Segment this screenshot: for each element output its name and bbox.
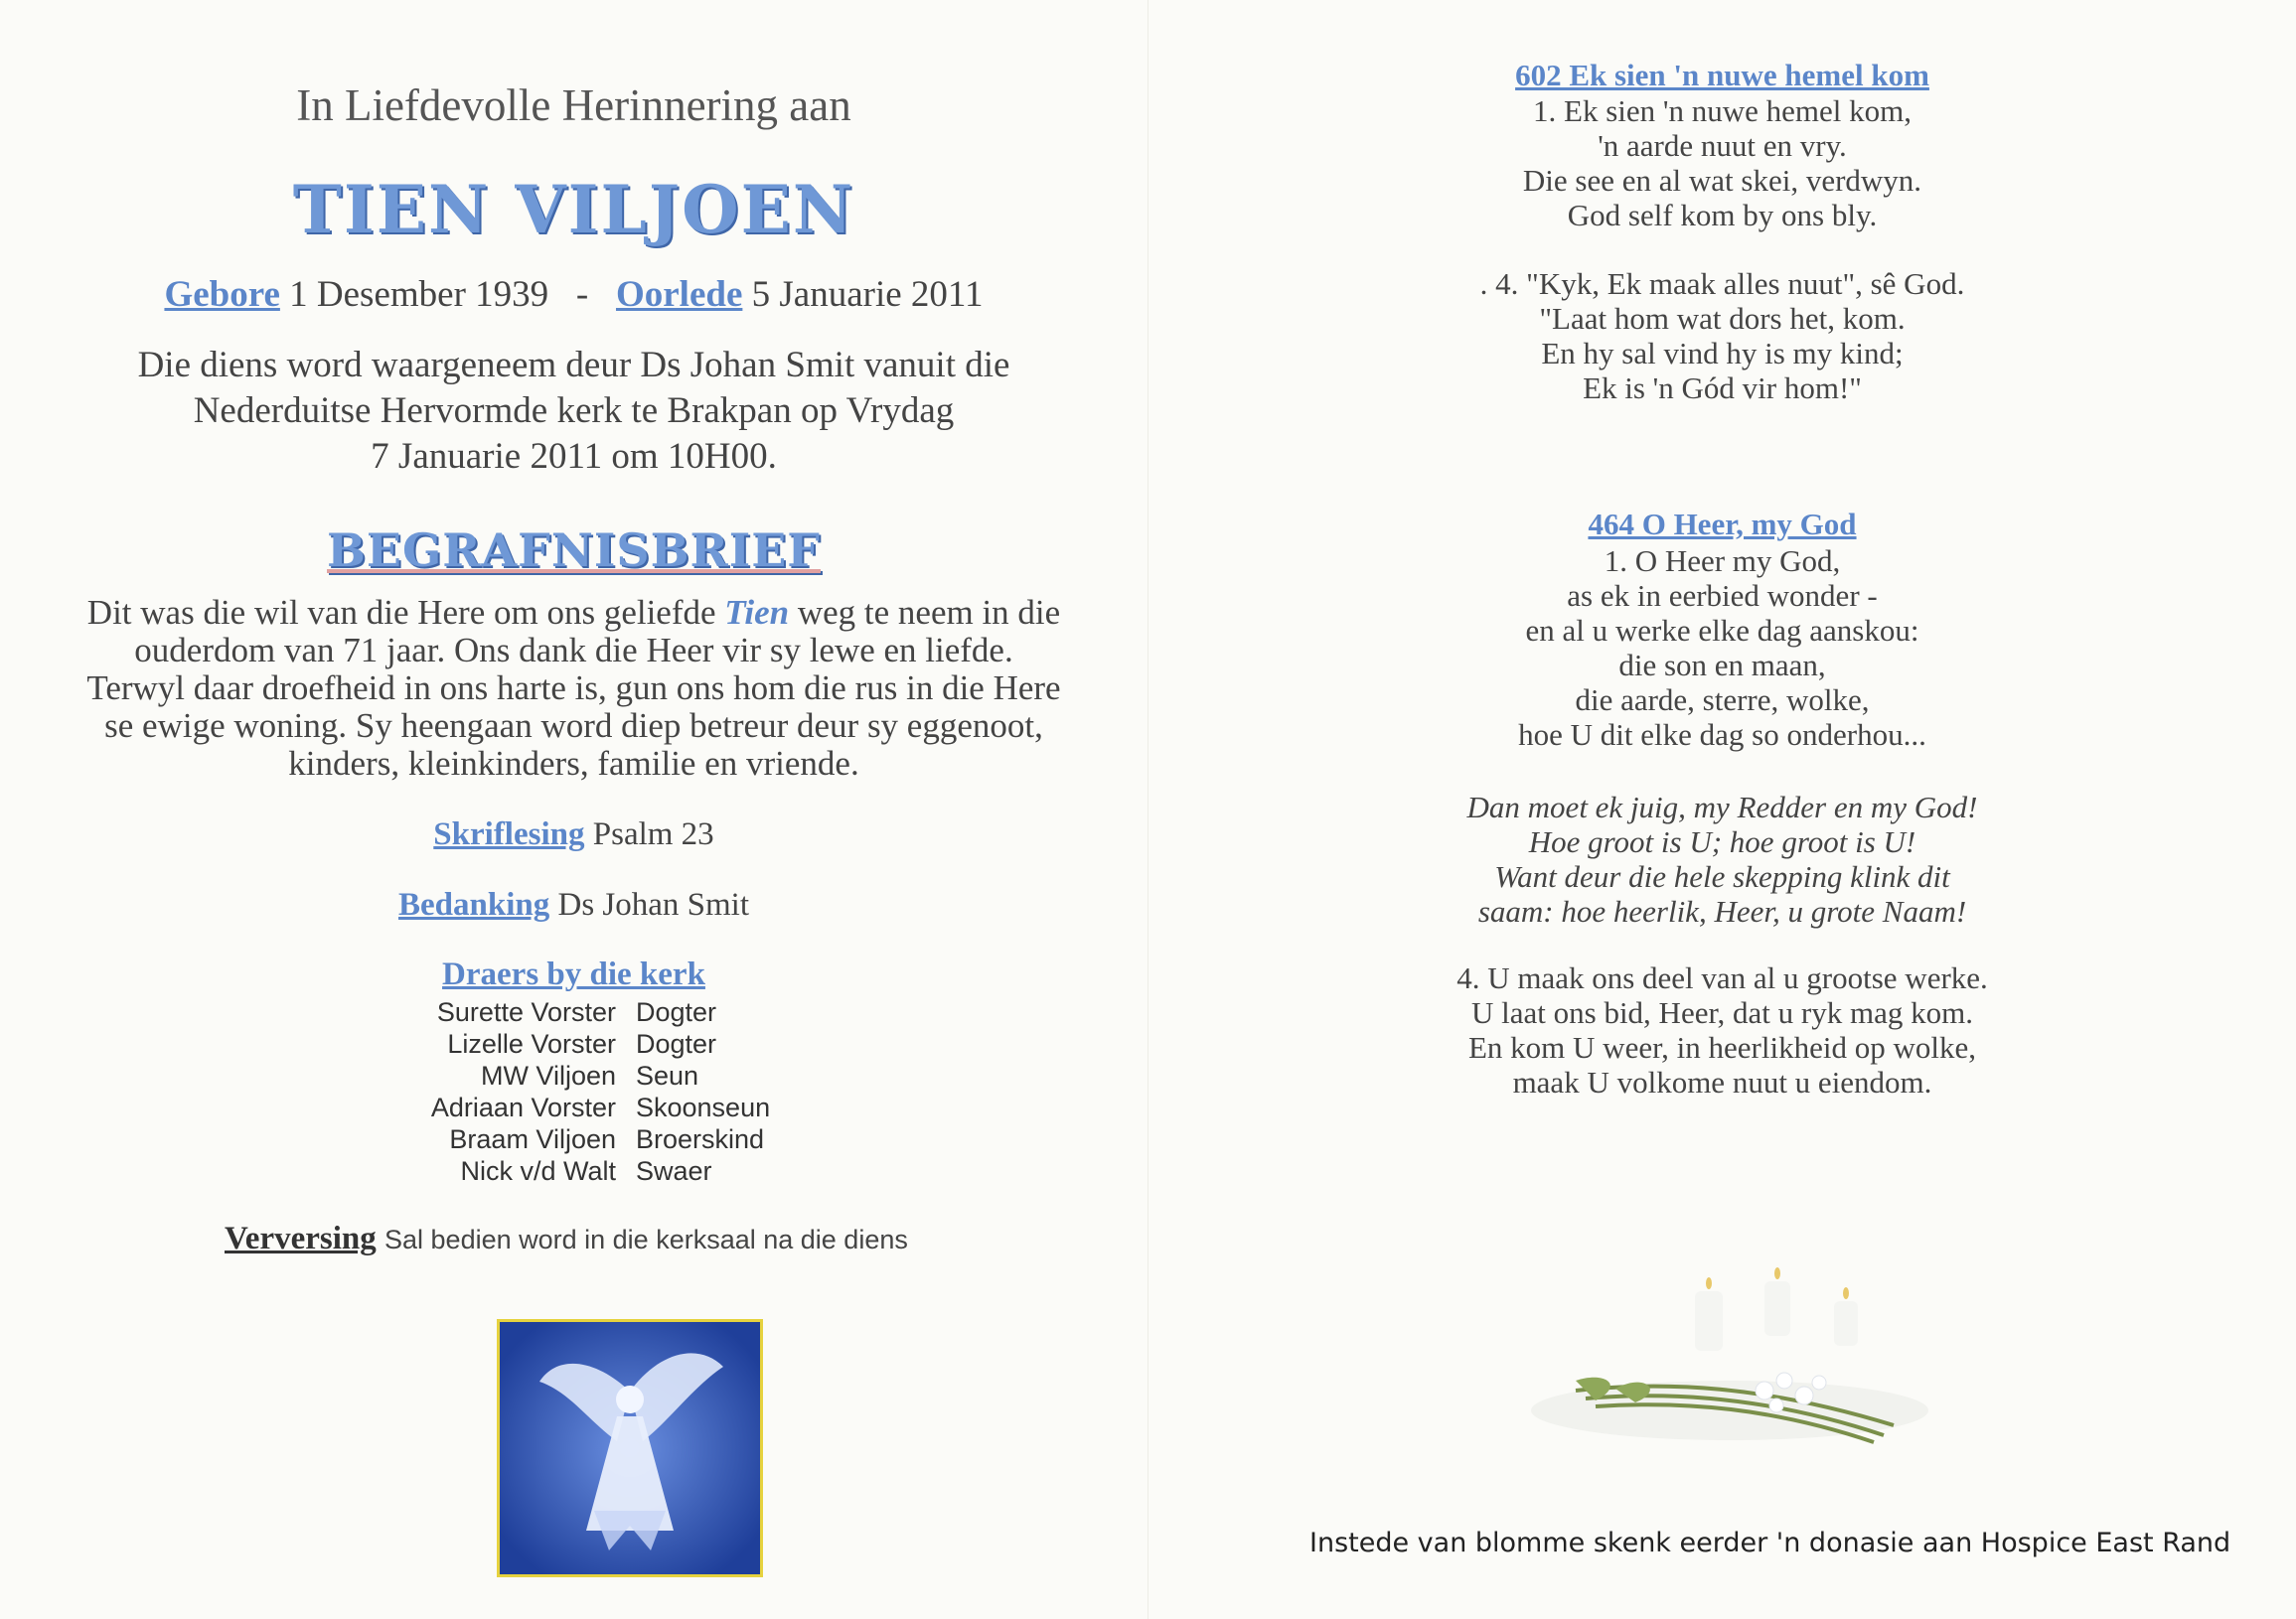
- letter-name: Tien: [724, 593, 790, 632]
- hymn-602-verse-4: [1148, 266, 2296, 405]
- bearer-name: Adriaan Vorster: [430, 1093, 616, 1122]
- bearer-role: Dogter: [636, 1029, 717, 1059]
- bearer-name: Lizelle Vorster: [447, 1029, 616, 1059]
- verse-line: "Laat hom wat dors het, kom.: [1539, 301, 1906, 336]
- hymn-464-title: 464 O Heer, my God: [1588, 507, 1857, 541]
- born-label: Gebore: [164, 274, 280, 315]
- thanks: [0, 887, 1148, 924]
- verse-line: en al u werke elke dag aanskou:: [1525, 613, 1919, 648]
- hymn-602-title: 602 Ek sien 'n nuwe hemel kom: [1515, 58, 1929, 92]
- bearers-list: [378, 996, 775, 1187]
- letter-line: se ewige woning. Sy heengaan word diep betreur deur sy eggenoot,: [104, 706, 1043, 745]
- bearer-role: Broerskind: [636, 1124, 765, 1154]
- verse-line: U laat ons bid, Heer, dat u ryk mag kom.: [1471, 995, 1973, 1030]
- service-line: Die diens word waargeneem deur Ds Johan Smit vanuit die: [137, 345, 1010, 385]
- born-date: 1 Desember 1939: [289, 274, 549, 315]
- refresh-text: Sal bedien word in die kerksaal na die diens: [384, 1225, 908, 1254]
- verse-line: 1. Ek sien 'n nuwe hemel kom,: [1533, 93, 1912, 128]
- hymn-602-verse-1: [1148, 93, 2296, 232]
- verse-line: Want deur die hele skepping klink dit: [1494, 859, 1950, 894]
- letter-line: kinders, kleinkinders, familie en vriende.: [288, 744, 859, 783]
- hymn-464-verse-1: [1148, 543, 2296, 752]
- donation-note: Instede van blomme skenk eerder 'n donasie aan Hospice East Rand: [1309, 1528, 2231, 1558]
- bearer-name: Braam Viljoen: [449, 1124, 616, 1154]
- verse-line: as ek in eerbied wonder -: [1567, 578, 1878, 613]
- verse-line: En hy sal vind hy is my kind;: [1541, 336, 1904, 370]
- verse-line: 'n aarde nuut en vry.: [1598, 128, 1847, 163]
- service-line: 7 Januarie 2011 om 10H00.: [371, 436, 777, 477]
- refresh-label: Verversing: [225, 1221, 377, 1256]
- angel-icon: [500, 1322, 760, 1574]
- bearer-role: Seun: [636, 1061, 699, 1091]
- verse-line: die son en maan,: [1618, 648, 1826, 682]
- bearer-name: Nick v/d Walt: [460, 1156, 616, 1186]
- bearer-row: [378, 1092, 775, 1123]
- bearer-row: [378, 1060, 775, 1092]
- bearer-role: Skoonseun: [636, 1093, 771, 1122]
- verse-line: Die see en al wat skei, verdwyn.: [1522, 163, 1922, 198]
- verse-line: hoe U dit elke dag so onderhou...: [1518, 717, 1926, 752]
- verse-line: Dan moet ek juig, my Redder en my God!: [1466, 790, 1978, 824]
- thanks-value: Ds Johan Smit: [557, 887, 750, 923]
- funeral-letter: [0, 594, 1148, 783]
- verse-line: maak U volkome nuut u eiendom.: [1512, 1065, 1932, 1100]
- verse-line: En kom U weer, in heerlikheid op wolke,: [1468, 1030, 1976, 1065]
- died-date: 5 Januarie 2011: [751, 274, 984, 315]
- flowers-image: [1516, 1222, 1943, 1460]
- bearer-row: [378, 1155, 775, 1187]
- verse-line: . 4. "Kyk, Ek maak alles nuut", sê God.: [1479, 266, 1965, 301]
- letter-line: [0, 594, 1148, 632]
- verse-line: die aarde, sterre, wolke,: [1575, 682, 1870, 717]
- service-line: Nederduitse Hervormde kerk te Brakpan op Vrydag: [193, 390, 955, 431]
- bearer-role: Dogter: [636, 997, 717, 1027]
- verse-line: 4. U maak ons deel van al u grootse werke.: [1456, 960, 1988, 995]
- verse-line: 1. O Heer my God,: [1604, 543, 1841, 578]
- bearer-role: Swaer: [636, 1156, 712, 1186]
- bearer-name: MW Viljoen: [480, 1061, 616, 1091]
- verse-line: God self kom by ons bly.: [1567, 198, 1878, 232]
- verse-line: Hoe groot is U; hoe groot is U!: [1528, 824, 1916, 859]
- refreshments: [225, 1221, 908, 1257]
- dates-line: [0, 273, 1148, 316]
- service-details: [0, 343, 1148, 480]
- intro-line: In Liefdevolle Herinnering aan: [296, 80, 851, 130]
- reading-label: Skriflesing: [433, 816, 585, 852]
- letter-line: ouderdom van 71 jaar. Ons dank die Heer vir sy lewe en liefde.: [134, 631, 1013, 669]
- bearer-row: [378, 996, 775, 1028]
- deceased-name: TIEN VILJOEN: [292, 171, 855, 248]
- bearer-row: [378, 1123, 775, 1155]
- letter-text: weg te neem in die: [797, 593, 1061, 632]
- letter-text: Dit was die wil van die Here om ons geliefde: [86, 593, 716, 632]
- lily-flowers-icon: [1516, 1222, 1943, 1460]
- letter-title: BEGRAFNISBRIEF: [327, 523, 821, 577]
- right-page: [1148, 0, 2296, 1619]
- reading-value: Psalm 23: [592, 816, 714, 852]
- verse-line: Ek is 'n Gód vir hom!": [1583, 370, 1862, 405]
- scripture-reading: [0, 816, 1148, 853]
- hymn-464-verse-4: [1148, 960, 2296, 1100]
- angel-image: [497, 1319, 763, 1577]
- verse-line: saam: hoe heerlik, Heer, u grote Naam!: [1477, 894, 1967, 929]
- letter-line: Terwyl daar droefheid in ons harte is, gun ons hom die rus in die Here: [86, 668, 1061, 707]
- date-separator: -: [575, 274, 589, 315]
- died-label: Oorlede: [615, 274, 743, 315]
- bearer-row: [378, 1028, 775, 1060]
- hymn-464-chorus: [1148, 790, 2296, 929]
- bearers-title: Draers by die kerk: [442, 957, 705, 992]
- thanks-label: Bedanking: [397, 887, 550, 923]
- bearer-name: Surette Vorster: [436, 997, 616, 1027]
